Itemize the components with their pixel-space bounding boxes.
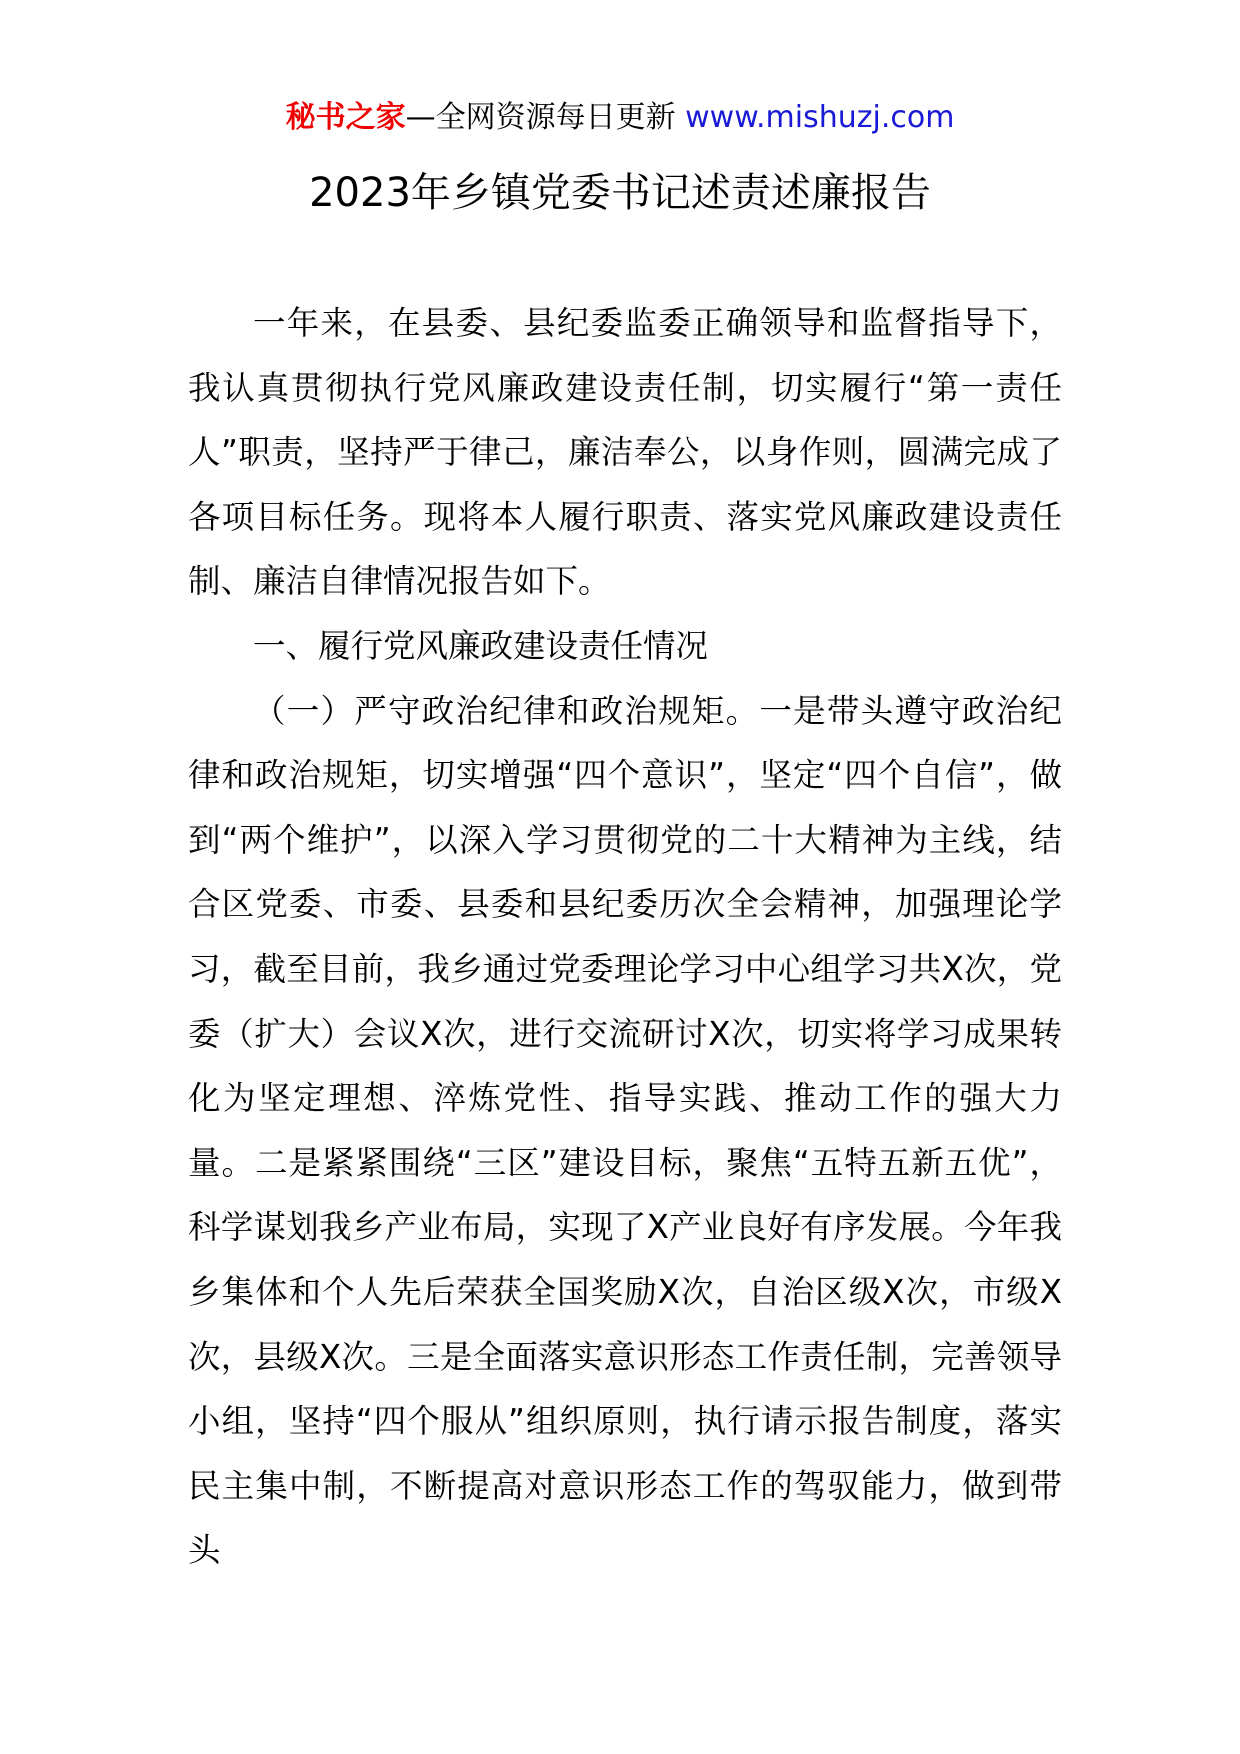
site-url-link[interactable]: www.mishuzj.com — [685, 100, 955, 135]
body-paragraph: （一）严守政治纪律和政治规矩。一是带头遵守政治纪律和政治规矩，切实增强“四个意识”，坚定“四个自信”，做到“两个维护”，以深入学习贯彻党的二十大精神为主线，结合区党委、市委、县委和县纪委历次全会精神，加强理论学习，截至目前，我乡通过党委理论学习中心组学习共X次，党委（扩大）会议X次，进行交流研讨X次，切实将学习成果转化为坚定理想、淬炼党性、指导实践、推动工作的强大力量。二是紧紧围绕“三区”建设目标，聚焦“五特五新五优”，科学谋划我乡产业布局，实现了X产业良好有序发展。今年我乡集体和个人先后荣获全国奖励X次，自治区级X次，市级X次，县级X次。三是全面落实意识形态工作责任制，完善领导小组，坚持“四个服从”组织原则，执行请示报告制度，落实民主集中制，不断提高对意识形态工作的驾驭能力，做到带头 — [188, 691, 1062, 1570]
brand-name: 秘书之家 — [285, 100, 406, 135]
header-tagline: —全网资源每日更新 — [405, 100, 686, 135]
section-heading: 一、履行党风廉政建设责任情况 — [253, 626, 709, 665]
intro-paragraph: 一年来，在县委、县纪委监委正确领导和监督指导下，我认真贯彻执行党风廉政建设责任制，切实履行“第一责任人”职责，坚持严于律己，廉洁奉公，以身作则，圆满完成了各项目标任务。现将本人履行职责、落实党风廉政建设责任制、廉洁自律情况报告如下。 — [188, 304, 1062, 601]
site-header — [0, 98, 1240, 138]
document-title: 2023年乡镇党委书记述责述廉报告 — [309, 170, 931, 216]
document-body — [188, 291, 1062, 1583]
